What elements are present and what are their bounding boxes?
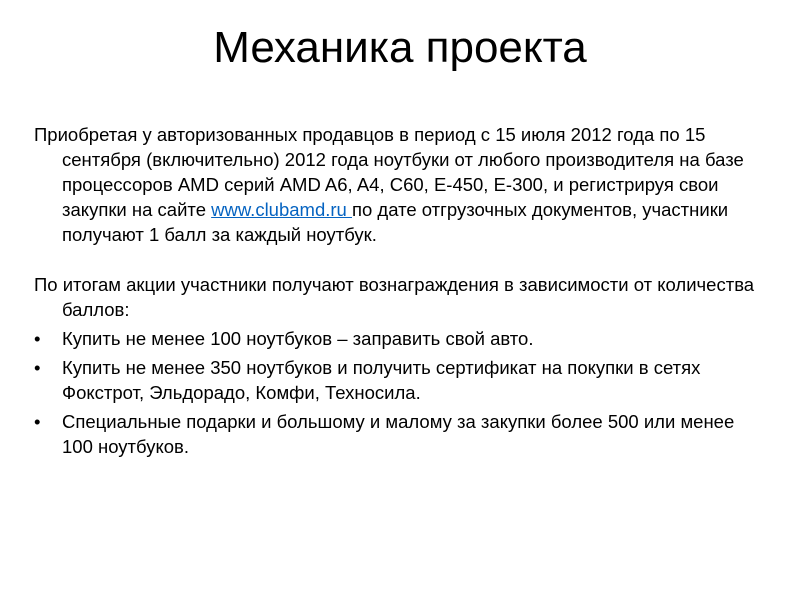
bullet-icon: • [34,357,41,378]
bullet-icon: • [34,411,41,432]
list-item [34,355,764,405]
clubamd-link[interactable]: www.clubamd.ru [211,199,352,220]
intro-text-after-link: по дате отгрузочных документов, участники получают 1 балл за каждый ноутбук. [62,199,729,245]
rewards-paragraph: По итогам акции участники получают вознаграждения в зависимости от количества баллов: [34,274,755,320]
intro-paragraph [34,122,764,247]
list-item [34,409,764,459]
list-item-text: Купить не менее 350 ноутбуков и получить сертификат на покупки в сетях Фокстрот, Эльдорадо, Комфи, Техносила. [62,357,701,403]
bullet-icon: • [34,328,41,349]
list-item [34,326,764,351]
slide-body [34,122,764,463]
list-item-text: Специальные подарки и большому и малому за закупки более 500 или менее 100 ноутбуков. [62,411,735,457]
rewards-list [34,326,764,459]
slide-title: Механика проекта [213,23,587,72]
intro-text: Приобретая у авторизованных продавцов в период с 15 июля 2012 года по 15 сентября (включительно) 2012 года ноутбуки от любого производителя на базе процессоров AMD серий AMD A6, A4, C60, E-450, E-300, и регистрируя свои закупки на сайте [34,124,744,220]
list-item-text: Купить не менее 100 ноутбуков – заправить свой авто. [62,328,534,349]
